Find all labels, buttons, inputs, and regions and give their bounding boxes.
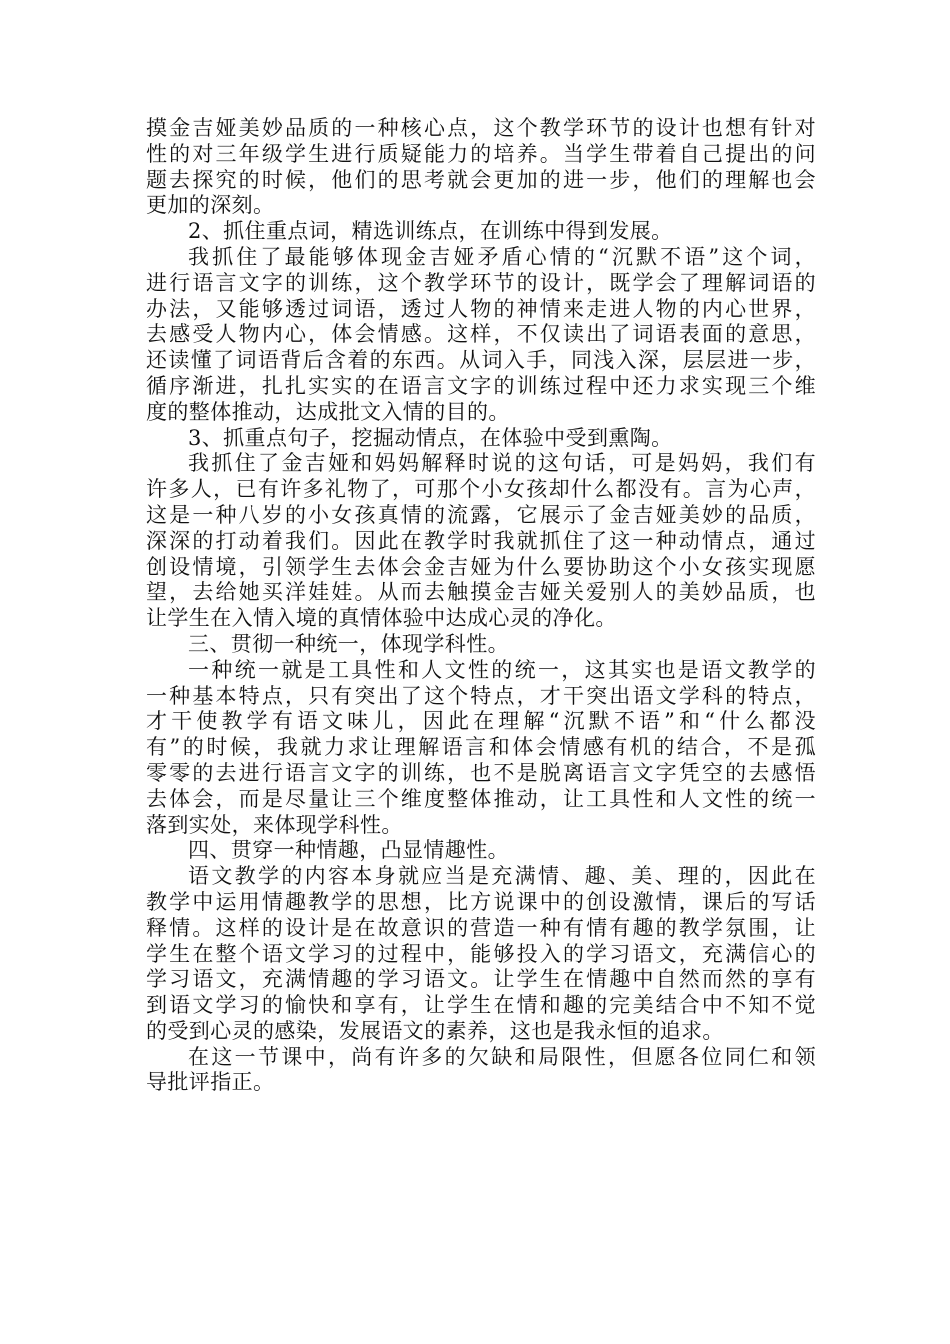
text-line: 性的对三年级学生进行质疑能力的培养。当学生带着自己提出的问 [146,141,816,166]
text-line: 到语文学习的愉快和享有，让学生在情和趣的完美结合中不知不觉 [146,993,816,1018]
text-line: 进行语言文字的训练，这个教学环节的设计，既学会了理解词语的 [146,270,816,295]
text-line: 许多人，已有许多礼物了，可那个小女孩却什么都没有。言为心声， [146,477,816,502]
text-line: 创设情境，引领学生去体会金吉娅为什么要协助这个小女孩实现愿 [146,554,816,579]
document-body [146,116,816,1096]
text-line: 题去探究的时候，他们的思考就会更加的进一步，他们的理解也会 [146,167,816,192]
text-line: 落到实处，来体现学科性。 [146,812,403,837]
text-line: 我抓住了金吉娅和妈妈解释时说的这句话，可是妈妈，我们有 [188,451,816,476]
text-line: 的受到心灵的感染，发展语文的素养，这也是我永恒的追求。 [146,1018,724,1043]
text-line: 释情。这样的设计是在故意识的营造一种有情有趣的教学氛围，让 [146,915,816,940]
text-line: 教学中运用情趣教学的思想，比方说课中的创设激情，课后的写话 [146,889,816,914]
text-line: 四、贯穿一种情趣，凸显情趣性。 [188,838,509,863]
text-line: 办法，又能够透过词语，透过人物的神情来走进人物的内心世界， [146,296,816,321]
text-line: 学生在整个语文学习的过程中，能够投入的学习语文，充满信心的 [146,941,816,966]
text-line: 望，去给她买洋娃娃。从而去触摸金吉娅关爱别人的美妙品质，也 [146,580,816,605]
text-line: 摸金吉娅美妙品质的一种核心点，这个教学环节的设计也想有针对 [146,116,816,140]
text-line: 3、抓重点句子，挖掘动情点，在体验中受到熏陶。 [188,425,673,450]
text-line: 导批评指正。 [146,1070,275,1095]
text-line: 有”的时候，我就力求让理解语言和体会情感有机的结合，不是孤 [146,735,816,760]
text-line: 我抓住了最能够体现金吉娅矛盾心情的“沉默不语”这个词， [188,244,816,269]
text-line: 还读懂了词语背后含着的东西。从词入手，同浅入深，层层进一步， [146,348,816,373]
text-line: 一种统一就是工具性和人文性的统一，这其实也是语文教学的 [188,657,816,682]
text-line: 语文教学的内容本身就应当是充满情、趣、美、理的，因此在 [188,864,816,889]
text-line: 才干使教学有语文味儿，因此在理解“沉默不语”和“什么都没 [146,709,816,734]
text-line: 三、贯彻一种统一，体现学科性。 [188,631,509,656]
text-line: 这是一种八岁的小女孩真情的流露，它展示了金吉娅美妙的品质， [146,502,816,527]
text-line: 零零的去进行语言文字的训练，也不是脱离语言文字凭空的去感悟 [146,760,816,785]
text-line: 让学生在入情入境的真情体验中达成心灵的净化。 [146,606,617,631]
text-line: 一种基本特点，只有突出了这个特点，才干突出语文学科的特点， [146,683,816,708]
text-line: 2、抓住重点词，精选训练点，在训练中得到发展。 [188,219,673,244]
text-line: 去体会，而是尽量让三个维度整体推动，让工具性和人文性的统一 [146,786,816,811]
text-line: 学习语文，充满情趣的学习语文。让学生在情趣中自然而然的享有 [146,967,816,992]
text-line: 更加的深刻。 [146,193,275,218]
text-line: 深深的打动着我们。因此在教学时我就抓住了这一种动情点，通过 [146,528,816,553]
text-line: 度的整体推动，达成批文入情的目的。 [146,399,510,424]
text-line: 在这一节课中，尚有许多的欠缺和局限性，但愿各位同仁和领 [188,1044,816,1069]
text-line: 去感受人物内心，体会情感。这样，不仅读出了词语表面的意思， [146,322,816,347]
text-line: 循序渐进，扎扎实实的在语言文字的训练过程中还力求实现三个维 [146,373,816,398]
